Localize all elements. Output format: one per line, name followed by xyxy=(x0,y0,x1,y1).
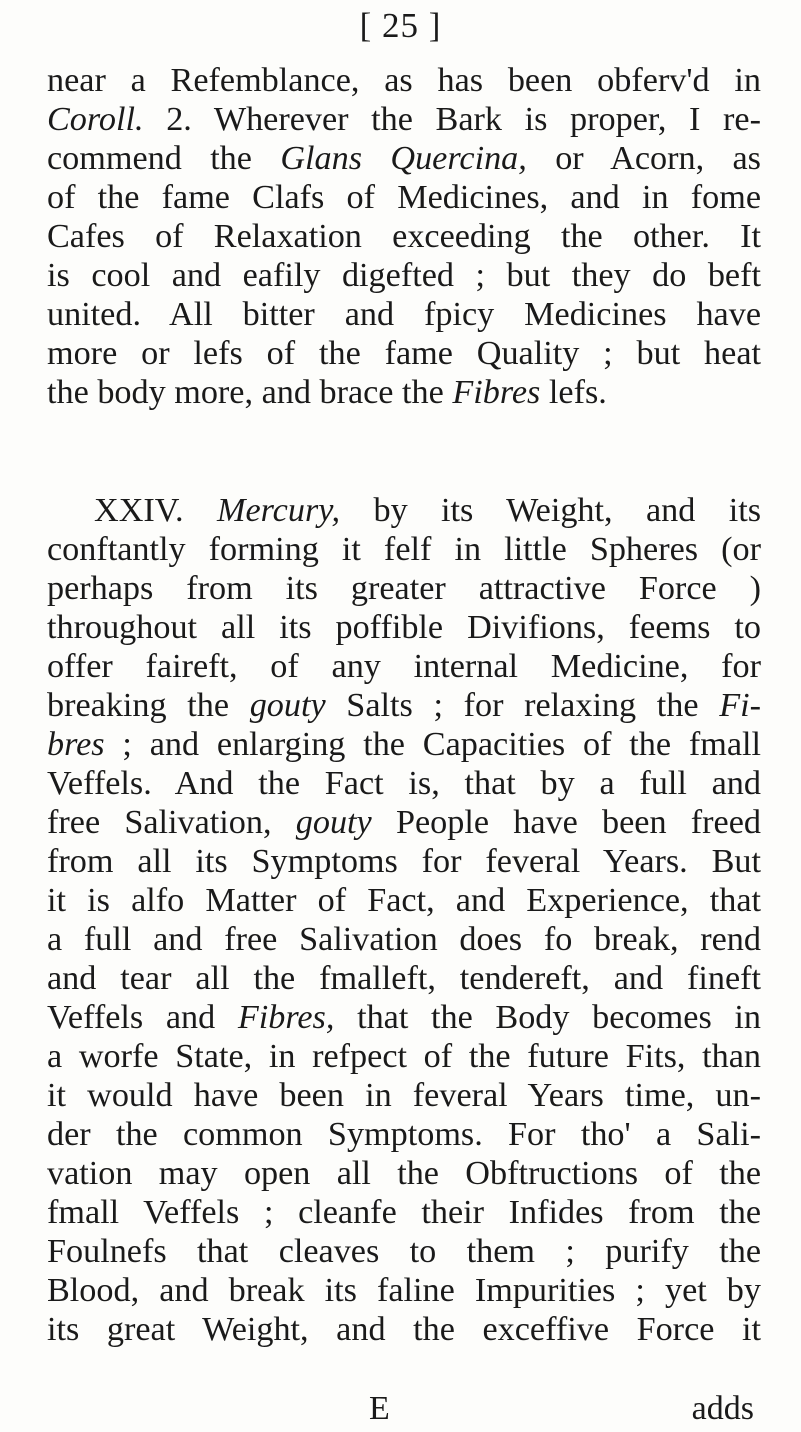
italic-text: Fibres xyxy=(452,374,541,411)
text-line xyxy=(47,686,761,725)
text-segment: XXIV. xyxy=(94,492,217,529)
text-segment: free Salivation, xyxy=(47,804,296,841)
text-segment: it would have been in feveral Years time, un- xyxy=(47,1077,761,1114)
text-segment: more or lefs of the fame Quality ; but heat xyxy=(47,335,761,372)
text-segment: that the Body becomes in xyxy=(334,999,761,1036)
text-segment: Veffels. And the Fact is, that by a full and xyxy=(47,765,761,802)
text-line xyxy=(47,842,761,881)
text-line xyxy=(47,920,761,959)
text-line xyxy=(47,61,761,100)
text-line xyxy=(47,569,761,608)
text-segment: is cool and eafily digefted ; but they do beft xyxy=(47,257,761,294)
text-line xyxy=(47,998,761,1037)
paragraph-2 xyxy=(47,491,761,1349)
text-line xyxy=(47,1037,761,1076)
text-line xyxy=(47,100,761,139)
text-segment: ; and enlarging the Capacities of the fmall xyxy=(104,726,761,763)
text-segment: der the common Symptoms. For tho' a Sali- xyxy=(47,1116,761,1153)
text-segment: or Acorn, as xyxy=(526,140,761,177)
text-line xyxy=(47,295,761,334)
text-line xyxy=(47,491,761,530)
text-segment: the body more, and brace the xyxy=(47,374,453,411)
text-segment: near a Refemblance, as has been obferv'd in xyxy=(47,62,761,99)
page-number: [ 25 ] xyxy=(359,6,442,45)
text-segment: commend the xyxy=(47,140,281,177)
text-line xyxy=(47,959,761,998)
text-segment: Foulnefs that cleaves to them ; purify the xyxy=(47,1233,761,1270)
text-line xyxy=(47,1154,761,1193)
text-segment: 2. Wherever the Bark is proper, I re- xyxy=(143,101,761,138)
text-segment: a worfe State, in refpect of the future Fits, than xyxy=(47,1038,761,1075)
italic-text: Mercury, xyxy=(216,492,341,529)
text-segment: and tear all the fmalleft, tendereft, and fineft xyxy=(47,960,761,997)
text-segment: Cafes of Relaxation exceeding the other. It xyxy=(47,218,761,255)
text-segment: fmall Veffels ; cleanfe their Infides from the xyxy=(47,1194,761,1231)
text-line xyxy=(47,725,761,764)
italic-text: Fi- xyxy=(719,687,761,724)
text-line xyxy=(47,530,761,569)
text-line xyxy=(47,178,761,217)
text-line xyxy=(47,373,761,412)
text-line xyxy=(47,217,761,256)
text-segment: of the fame Clafs of Medicines, and in fome xyxy=(47,179,761,216)
text-segment: throughout all its poffible Divifions, feems to xyxy=(47,609,761,646)
text-line xyxy=(47,881,761,920)
text-line xyxy=(47,1271,761,1310)
text-line xyxy=(47,1310,761,1349)
italic-text: Glans Quercina, xyxy=(280,140,527,177)
text-line xyxy=(47,139,761,178)
text-line xyxy=(47,334,761,373)
text-segment: it is alfo Matter of Fact, and Experience, that xyxy=(47,882,761,919)
text-segment: Salts ; for relaxing the xyxy=(325,687,720,724)
text-segment: breaking the xyxy=(47,687,250,724)
text-segment: united. All bitter and fpicy Medicines have xyxy=(47,296,761,333)
text-segment: vation may open all the Obftructions of the xyxy=(47,1155,761,1192)
text-line xyxy=(47,1193,761,1232)
text-segment: offer faireft, of any internal Medicine, for xyxy=(47,648,761,685)
text-line xyxy=(47,256,761,295)
italic-text: Fibres, xyxy=(237,999,335,1036)
italic-text: Coroll. xyxy=(47,101,144,138)
catchword: adds xyxy=(691,1390,754,1427)
text-segment: its great Weight, and the exceffive Force it xyxy=(47,1311,761,1348)
text-line xyxy=(47,764,761,803)
italic-text: bres xyxy=(47,726,105,763)
text-segment: People have been freed xyxy=(371,804,761,841)
italic-text: gouty xyxy=(295,804,372,841)
text-segment: Blood, and break its faline Impurities ; yet by xyxy=(47,1272,761,1309)
text-segment: conftantly forming it felf in little Spheres (or xyxy=(47,531,761,568)
text-segment: a full and free Salivation does fo break, rend xyxy=(47,921,761,958)
text-segment: lefs. xyxy=(540,374,607,411)
text-line xyxy=(47,803,761,842)
signature-mark: E xyxy=(369,1390,390,1427)
text-line xyxy=(47,1076,761,1115)
text-segment: by its Weight, and its xyxy=(340,492,762,529)
text-segment: perhaps from its greater attractive Force ) xyxy=(47,570,761,607)
italic-text: gouty xyxy=(249,687,326,724)
text-line xyxy=(47,1115,761,1154)
paragraph-1 xyxy=(47,61,761,412)
text-line xyxy=(47,1232,761,1271)
text-segment: from all its Symptoms for feveral Years. But xyxy=(47,843,761,880)
text-line xyxy=(47,608,761,647)
text-segment: Veffels and xyxy=(47,999,238,1036)
text-line xyxy=(47,647,761,686)
